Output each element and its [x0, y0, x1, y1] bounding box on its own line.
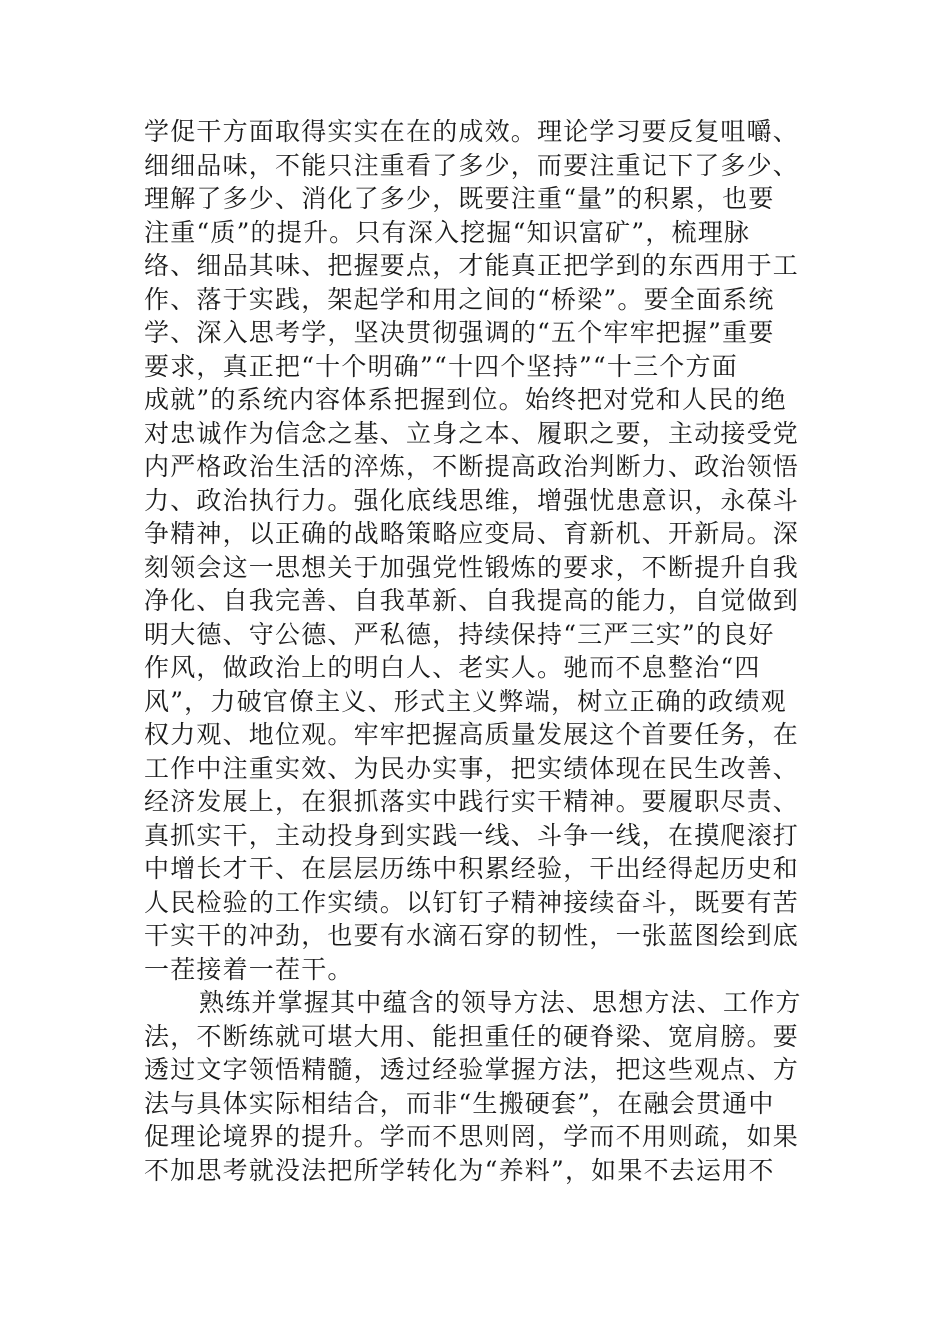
text-line: 风”，力破官僚主义、形式主义弊端，树立正确的政绩观 — [144, 686, 787, 716]
text-line: 一茬接着一茬干。 — [144, 954, 354, 984]
text-line: 学促干方面取得实实在在的成效。理论学习要反复咀嚼、 — [144, 117, 800, 146]
text-line: 要求，真正把“十个明确”“十四个坚持”“十三个方面 — [144, 351, 738, 381]
text-line: 力、政治执行力。强化底线思维，增强忧患意识，永葆斗 — [144, 485, 800, 515]
text-line: 法，不断练就可堪大用、能担重任的硬脊梁、宽肩膀。要 — [144, 1021, 800, 1051]
text-line: 净化、自我完善、自我革新、自我提高的能力，自觉做到 — [144, 586, 800, 615]
text-line: 熟练并掌握其中蕴含的领导方法、思想方法、工作方 — [199, 988, 802, 1017]
text-line: 注重“质”的提升。只有深入挖掘“知识富矿”，梳理脉 — [144, 217, 751, 247]
text-line: 真抓实干，主动投身到实践一线、斗争一线，在摸爬滚打 — [144, 820, 800, 850]
text-line: 中增长才干、在层层历练中积累经验，干出经得起历史和 — [144, 854, 800, 883]
text-line: 成就”的系统内容体系把握到位。始终把对党和人民的绝 — [144, 385, 787, 414]
text-line: 明大德、守公德、严私德，持续保持“三严三实”的良好 — [144, 619, 775, 649]
text-line: 法与具体实际相结合，而非“生搬硬套”，在融会贯通中 — [144, 1088, 775, 1118]
text-line: 权力观、地位观。牢牢把握高质量发展这个首要任务，在 — [144, 720, 800, 749]
text-line: 不加思考就没法把所学转化为“养料”，如果不去运用不 — [144, 1155, 775, 1185]
text-line: 争精神，以正确的战略策略应变局、育新机、开新局。深 — [144, 519, 800, 548]
text-line: 工作中注重实效、为民办实事，把实绩体现在民生改善、 — [144, 753, 800, 783]
text-line: 作风，做政治上的明白人、老实人。驰而不息整治“四 — [144, 653, 761, 682]
text-line: 理解了多少、消化了多少，既要注重“量”的积累，也要 — [144, 184, 775, 213]
text-line: 人民检验的工作实绩。以钉钉子精神接续奋斗，既要有苦 — [144, 887, 800, 917]
text-line: 作、落于实践，架起学和用之间的“桥梁”。要全面系统 — [144, 284, 775, 314]
paragraph — [144, 986, 814, 1187]
text-line: 透过文字领悟精髓，透过经验掌握方法，把这些观点、方 — [144, 1055, 800, 1084]
body-text — [144, 115, 814, 1187]
text-line: 干实干的冲劲，也要有水滴石穿的韧性，一张蓝图绘到底 — [144, 921, 800, 950]
text-line: 内严格政治生活的淬炼，不断提高政治判断力、政治领悟 — [144, 452, 800, 481]
text-line: 促理论境界的提升。学而不思则罔，学而不用则疏，如果 — [144, 1122, 800, 1151]
paragraph — [144, 115, 814, 986]
text-line: 对忠诚作为信念之基、立身之本、履职之要，主动接受党 — [144, 418, 800, 448]
text-line: 细细品味，不能只注重看了多少，而要注重记下了多少、 — [144, 150, 800, 180]
text-line: 刻领会这一思想关于加强党性锻炼的要求，不断提升自我 — [144, 552, 800, 582]
text-line: 经济发展上，在狠抓落实中践行实干精神。要履职尽责、 — [144, 787, 800, 816]
text-line: 络、细品其味、把握要点，才能真正把学到的东西用于工 — [144, 251, 800, 280]
text-line: 学、深入思考学，坚决贯彻强调的“五个牢牢把握”重要 — [144, 318, 775, 347]
